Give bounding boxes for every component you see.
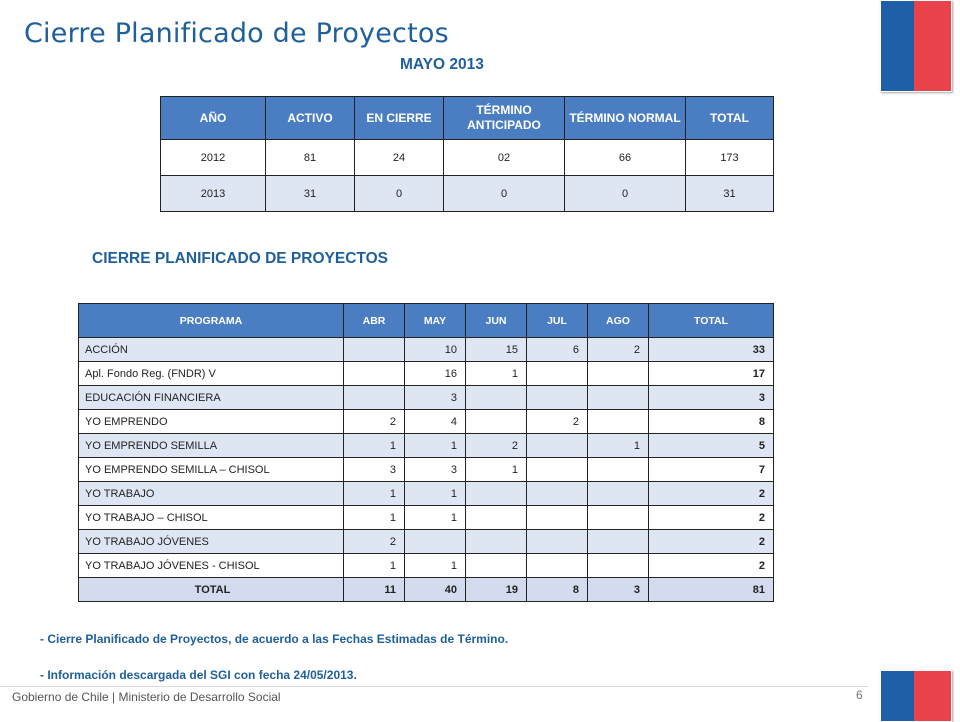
program-name-cell: EDUCACIÓN FINANCIERA: [79, 386, 344, 410]
flag-red-stripe: [914, 1, 951, 91]
program-value-cell: [344, 362, 405, 386]
program-value-cell: 1: [405, 554, 466, 578]
program-value-cell: 5: [649, 434, 774, 458]
total-value-cell: 11: [344, 578, 405, 602]
table-row: [79, 338, 774, 362]
programs-header-cell: TOTAL: [649, 304, 774, 338]
program-value-cell: 1: [466, 458, 527, 482]
table-row: [79, 434, 774, 458]
summary-table: [160, 96, 774, 212]
summary-cell: 0: [355, 176, 444, 212]
summary-cell: 66: [565, 140, 686, 176]
program-value-cell: [466, 530, 527, 554]
table-row: [79, 530, 774, 554]
summary-cell: 173: [686, 140, 774, 176]
program-value-cell: [588, 530, 649, 554]
total-value-cell: 3: [588, 578, 649, 602]
program-name-cell: YO EMPRENDO SEMILLA – CHISOL: [79, 458, 344, 482]
summary-cell: 31: [266, 176, 355, 212]
total-value-cell: 8: [527, 578, 588, 602]
program-value-cell: [588, 554, 649, 578]
program-value-cell: [588, 458, 649, 482]
summary-header-cell: AÑO: [161, 97, 266, 140]
summary-header-cell: TOTAL: [686, 97, 774, 140]
summary-cell: 31: [686, 176, 774, 212]
summary-header-cell: EN CIERRE: [355, 97, 444, 140]
program-value-cell: 2: [649, 506, 774, 530]
program-value-cell: 1: [405, 434, 466, 458]
chile-flag-logo-top: [880, 0, 952, 92]
program-value-cell: 2: [649, 554, 774, 578]
table-row: [79, 554, 774, 578]
table-row: [79, 362, 774, 386]
summary-row: [161, 176, 774, 212]
program-value-cell: 33: [649, 338, 774, 362]
program-name-cell: YO EMPRENDO SEMILLA: [79, 434, 344, 458]
page-subtitle: MAYO 2013: [400, 56, 484, 73]
total-value-cell: 81: [649, 578, 774, 602]
summary-cell: 0: [565, 176, 686, 212]
summary-row: [161, 140, 774, 176]
summary-header-cell: TÉRMINO NORMAL: [565, 97, 686, 140]
page-title: Cierre Planificado de Proyectos: [24, 18, 449, 49]
program-value-cell: 1: [344, 434, 405, 458]
summary-header-cell: ACTIVO: [266, 97, 355, 140]
program-name-cell: YO TRABAJO: [79, 482, 344, 506]
footer-divider: [0, 686, 868, 687]
program-value-cell: 1: [588, 434, 649, 458]
program-name-cell: YO TRABAJO JÓVENES - CHISOL: [79, 554, 344, 578]
programs-header-cell: AGO: [588, 304, 649, 338]
program-name-cell: YO EMPRENDO: [79, 410, 344, 434]
chile-flag-logo-bottom: [880, 670, 952, 722]
program-value-cell: 3: [405, 458, 466, 482]
summary-header-cell: TÉRMINO ANTICIPADO: [444, 97, 565, 140]
programs-header-cell: ABR: [344, 304, 405, 338]
program-name-cell: YO TRABAJO JÓVENES: [79, 530, 344, 554]
program-value-cell: 3: [649, 386, 774, 410]
program-value-cell: 1: [466, 362, 527, 386]
program-value-cell: [527, 386, 588, 410]
summary-cell: 81: [266, 140, 355, 176]
program-value-cell: [527, 458, 588, 482]
programs-table: [78, 303, 774, 602]
program-value-cell: [344, 386, 405, 410]
program-value-cell: [588, 506, 649, 530]
flag-blue-stripe: [881, 1, 914, 91]
program-value-cell: 1: [344, 554, 405, 578]
program-value-cell: [588, 386, 649, 410]
program-value-cell: [588, 482, 649, 506]
note-estimated-dates: - Cierre Planificado de Proyectos, de acuerdo a las Fechas Estimadas de Término.: [40, 632, 509, 646]
page-number: 6: [856, 688, 863, 702]
program-value-cell: [466, 554, 527, 578]
summary-cell: 0: [444, 176, 565, 212]
flag-blue-stripe: [881, 671, 914, 721]
summary-cell: 24: [355, 140, 444, 176]
program-value-cell: 2: [527, 410, 588, 434]
program-value-cell: 10: [405, 338, 466, 362]
program-value-cell: 2: [649, 530, 774, 554]
program-value-cell: [466, 482, 527, 506]
program-value-cell: 6: [527, 338, 588, 362]
flag-red-stripe: [914, 671, 951, 721]
program-value-cell: 1: [405, 482, 466, 506]
program-value-cell: [405, 530, 466, 554]
programs-header-cell: JUN: [466, 304, 527, 338]
total-row: [79, 578, 774, 602]
table-row: [79, 386, 774, 410]
program-value-cell: 1: [405, 506, 466, 530]
program-value-cell: [466, 506, 527, 530]
summary-cell: 2012: [161, 140, 266, 176]
program-value-cell: 1: [344, 482, 405, 506]
program-value-cell: 3: [405, 386, 466, 410]
section-title: CIERRE PLANIFICADO DE PROYECTOS: [92, 250, 388, 267]
total-label-cell: TOTAL: [79, 578, 344, 602]
program-value-cell: 15: [466, 338, 527, 362]
summary-header-row: [161, 97, 774, 140]
program-value-cell: 7: [649, 458, 774, 482]
program-value-cell: 2: [649, 482, 774, 506]
programs-header-cell: MAY: [405, 304, 466, 338]
program-name-cell: ACCIÓN: [79, 338, 344, 362]
program-value-cell: 2: [588, 338, 649, 362]
program-value-cell: [588, 362, 649, 386]
program-value-cell: 2: [466, 434, 527, 458]
program-value-cell: 3: [344, 458, 405, 482]
programs-header-cell: PROGRAMA: [79, 304, 344, 338]
table-row: [79, 506, 774, 530]
summary-cell: 2013: [161, 176, 266, 212]
program-value-cell: 2: [344, 530, 405, 554]
program-value-cell: [527, 434, 588, 458]
summary-cell: 02: [444, 140, 565, 176]
program-value-cell: [527, 506, 588, 530]
table-row: [79, 458, 774, 482]
program-value-cell: [466, 410, 527, 434]
program-value-cell: [588, 410, 649, 434]
program-value-cell: 1: [344, 506, 405, 530]
footer-text: Gobierno de Chile | Ministerio de Desarrollo Social: [12, 690, 281, 704]
program-value-cell: 4: [405, 410, 466, 434]
total-value-cell: 40: [405, 578, 466, 602]
program-name-cell: Apl. Fondo Reg. (FNDR) V: [79, 362, 344, 386]
program-name-cell: YO TRABAJO – CHISOL: [79, 506, 344, 530]
program-value-cell: [527, 530, 588, 554]
program-value-cell: [527, 482, 588, 506]
program-value-cell: [527, 362, 588, 386]
table-row: [79, 410, 774, 434]
programs-header-cell: JUL: [527, 304, 588, 338]
programs-header-row: [79, 304, 774, 338]
table-row: [79, 482, 774, 506]
program-value-cell: [466, 386, 527, 410]
total-value-cell: 19: [466, 578, 527, 602]
program-value-cell: [344, 338, 405, 362]
program-value-cell: 16: [405, 362, 466, 386]
program-value-cell: 2: [344, 410, 405, 434]
program-value-cell: 8: [649, 410, 774, 434]
program-value-cell: [527, 554, 588, 578]
note-data-source: - Información descargada del SGI con fecha 24/05/2013.: [40, 668, 357, 682]
program-value-cell: 17: [649, 362, 774, 386]
